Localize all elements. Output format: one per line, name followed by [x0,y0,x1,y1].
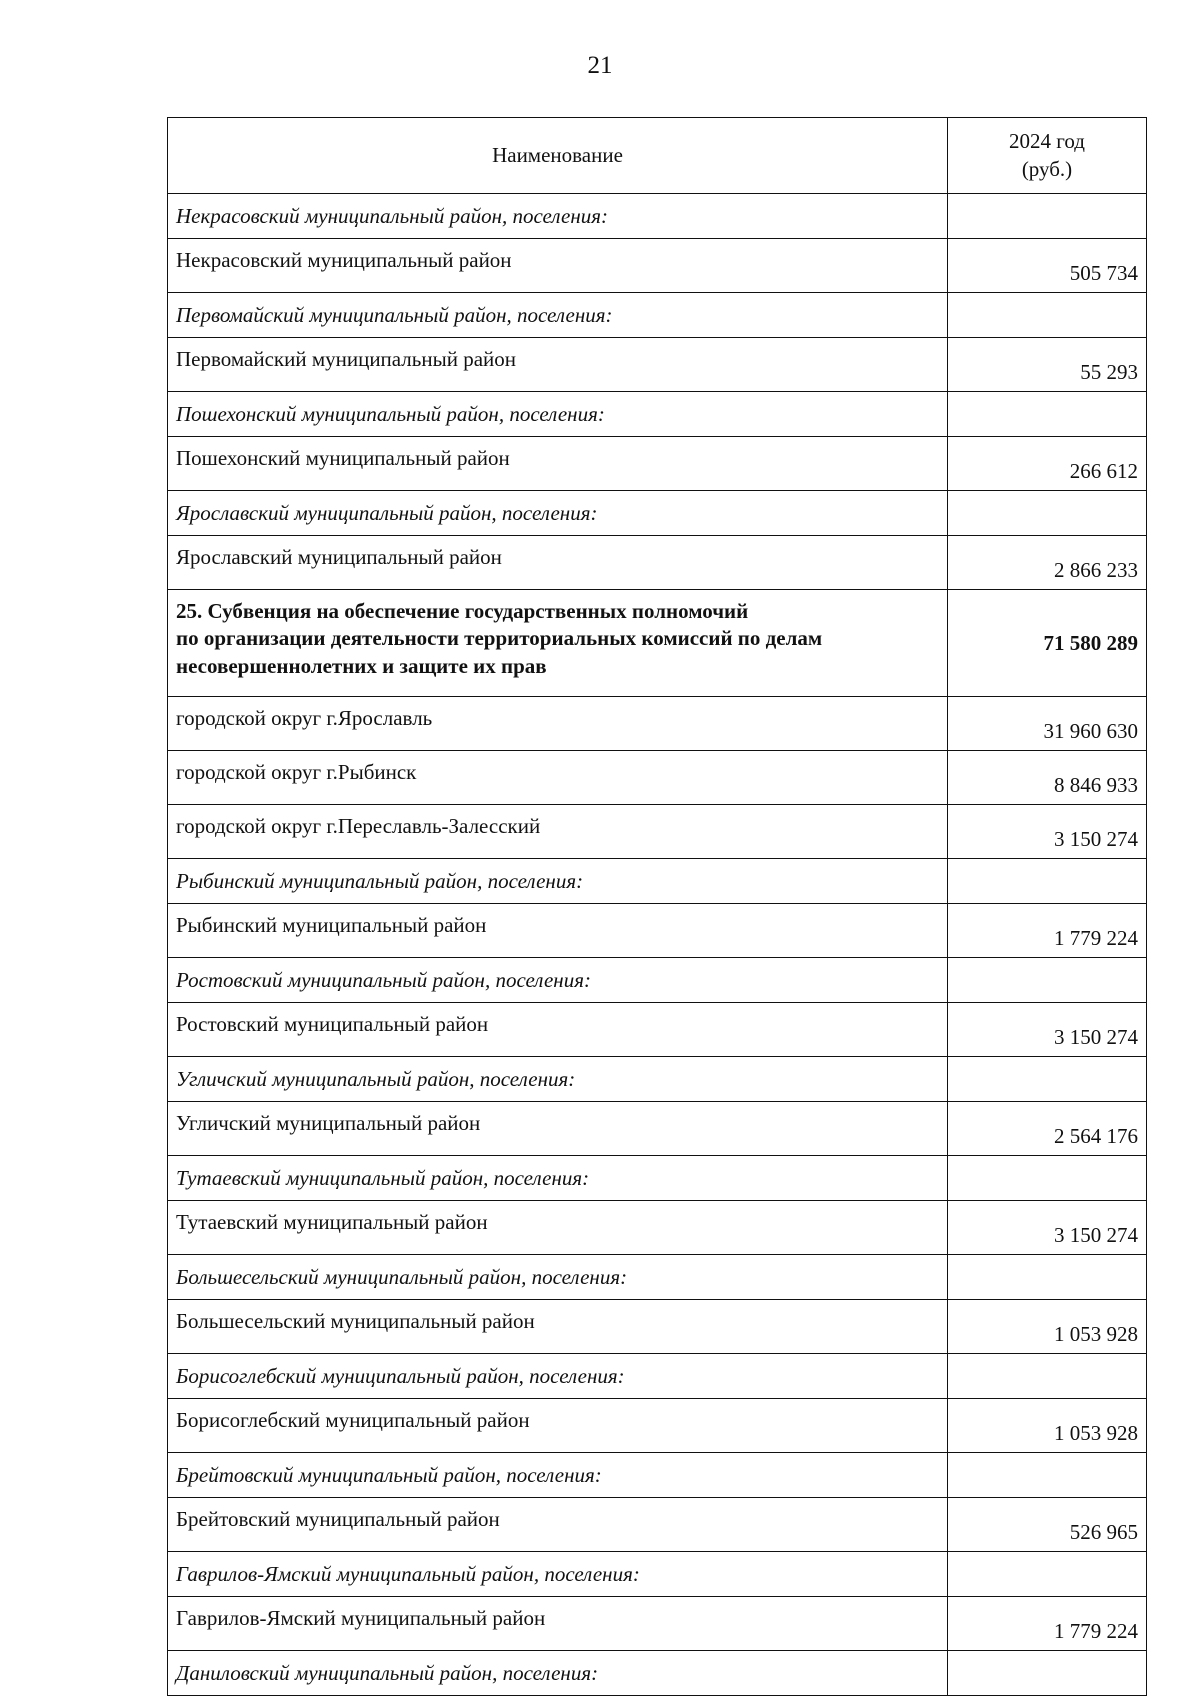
row-value [948,491,1147,536]
subheading-name: Ростовский муниципальный район, поселения: [168,958,948,1003]
row-name: Первомайский муниципальный район [168,338,948,392]
table-row [168,239,1147,293]
section-title-line: 25. Субвенция на обеспечение государственных полномочий [176,599,749,623]
subheading-row [168,1552,1147,1597]
subheading-row [168,491,1147,536]
subheading-name: Гаврилов-Ямский муниципальный район, поселения: [168,1552,948,1597]
row-value [948,1255,1147,1300]
row-value: 266 612 [948,437,1147,491]
row-value [948,194,1147,239]
row-name: Гаврилов-Ямский муниципальный район [168,1597,948,1651]
row-value: 8 846 933 [948,751,1147,805]
row-value [948,859,1147,904]
row-value: 526 965 [948,1498,1147,1552]
row-name: Тутаевский муниципальный район [168,1201,948,1255]
row-name: Рыбинский муниципальный район [168,904,948,958]
section-title-line: несовершеннолетних и защите их прав [176,653,547,678]
table-row [168,536,1147,590]
subheading-row [168,1057,1147,1102]
table-row [168,437,1147,491]
table-row [168,697,1147,751]
row-name: Пошехонский муниципальный район [168,437,948,491]
row-value [948,1651,1147,1696]
row-value [948,1156,1147,1201]
row-value [948,958,1147,1003]
row-value [948,392,1147,437]
row-value: 55 293 [948,338,1147,392]
row-name: Угличский муниципальный район [168,1102,948,1156]
subheading-name: Ярославский муниципальный район, поселения: [168,491,948,536]
budget-table [167,117,1147,1696]
table-row [168,1102,1147,1156]
header-year [948,118,1147,194]
row-name: Большесельский муниципальный район [168,1300,948,1354]
row-value [948,1552,1147,1597]
section-row [168,590,1147,697]
row-value: 71 580 289 [948,590,1147,697]
row-name: городской округ г.Переславль-Залесский [168,805,948,859]
row-name: Ярославский муниципальный район [168,536,948,590]
subheading-row [168,1453,1147,1498]
subheading-name: Рыбинский муниципальный район, поселения: [168,859,948,904]
row-name: Борисоглебский муниципальный район [168,1399,948,1453]
subheading-row [168,1651,1147,1696]
table-row [168,1201,1147,1255]
table-row [168,751,1147,805]
table-row [168,805,1147,859]
row-name: Ростовский муниципальный район [168,1003,948,1057]
table-body [168,194,1147,1696]
table-header-row [168,118,1147,194]
table-row [168,1597,1147,1651]
section-title [168,590,948,697]
subheading-name: Пошехонский муниципальный район, поселения: [168,392,948,437]
row-value: 1 053 928 [948,1399,1147,1453]
subheading-row [168,293,1147,338]
table-row [168,1399,1147,1453]
row-name: Некрасовский муниципальный район [168,239,948,293]
row-value [948,1453,1147,1498]
subheading-name: Борисоглебский муниципальный район, поселения: [168,1354,948,1399]
subheading-row [168,958,1147,1003]
subheading-name: Некрасовский муниципальный район, поселения: [168,194,948,239]
subheading-row [168,1255,1147,1300]
row-value: 1 779 224 [948,1597,1147,1651]
table-row [168,338,1147,392]
subheading-row [168,1354,1147,1399]
table-row [168,1003,1147,1057]
row-value: 1 053 928 [948,1300,1147,1354]
header-name: Наименование [168,118,948,194]
row-value [948,1057,1147,1102]
row-value: 2 564 176 [948,1102,1147,1156]
row-name: Брейтовский муниципальный район [168,1498,948,1552]
row-name: городской округ г.Рыбинск [168,751,948,805]
subheading-name: Тутаевский муниципальный район, поселения: [168,1156,948,1201]
header-year-unit: (руб.) [1021,156,1073,181]
row-value: 2 866 233 [948,536,1147,590]
row-value: 3 150 274 [948,1201,1147,1255]
row-name: городской округ г.Ярославль [168,697,948,751]
table-row [168,1300,1147,1354]
subheading-row [168,194,1147,239]
subheading-row [168,859,1147,904]
row-value: 31 960 630 [948,697,1147,751]
row-value [948,1354,1147,1399]
subheading-name: Даниловский муниципальный район, поселения: [168,1651,948,1696]
row-value: 3 150 274 [948,1003,1147,1057]
row-value: 505 734 [948,239,1147,293]
subheading-row [168,392,1147,437]
section-title-line: по организации деятельности территориальных комиссий по делам [176,626,823,651]
row-value [948,293,1147,338]
subheading-name: Брейтовский муниципальный район, поселения: [168,1453,948,1498]
row-value: 3 150 274 [948,805,1147,859]
subheading-name: Большесельский муниципальный район, поселения: [168,1255,948,1300]
table-row [168,1498,1147,1552]
row-value: 1 779 224 [948,904,1147,958]
header-year-label: 2024 год [1009,129,1085,154]
subheading-name: Угличский муниципальный район, поселения: [168,1057,948,1102]
subheading-row [168,1156,1147,1201]
subheading-name: Первомайский муниципальный район, поселения: [168,293,948,338]
table-row [168,904,1147,958]
page-number: 21 [587,52,613,79]
